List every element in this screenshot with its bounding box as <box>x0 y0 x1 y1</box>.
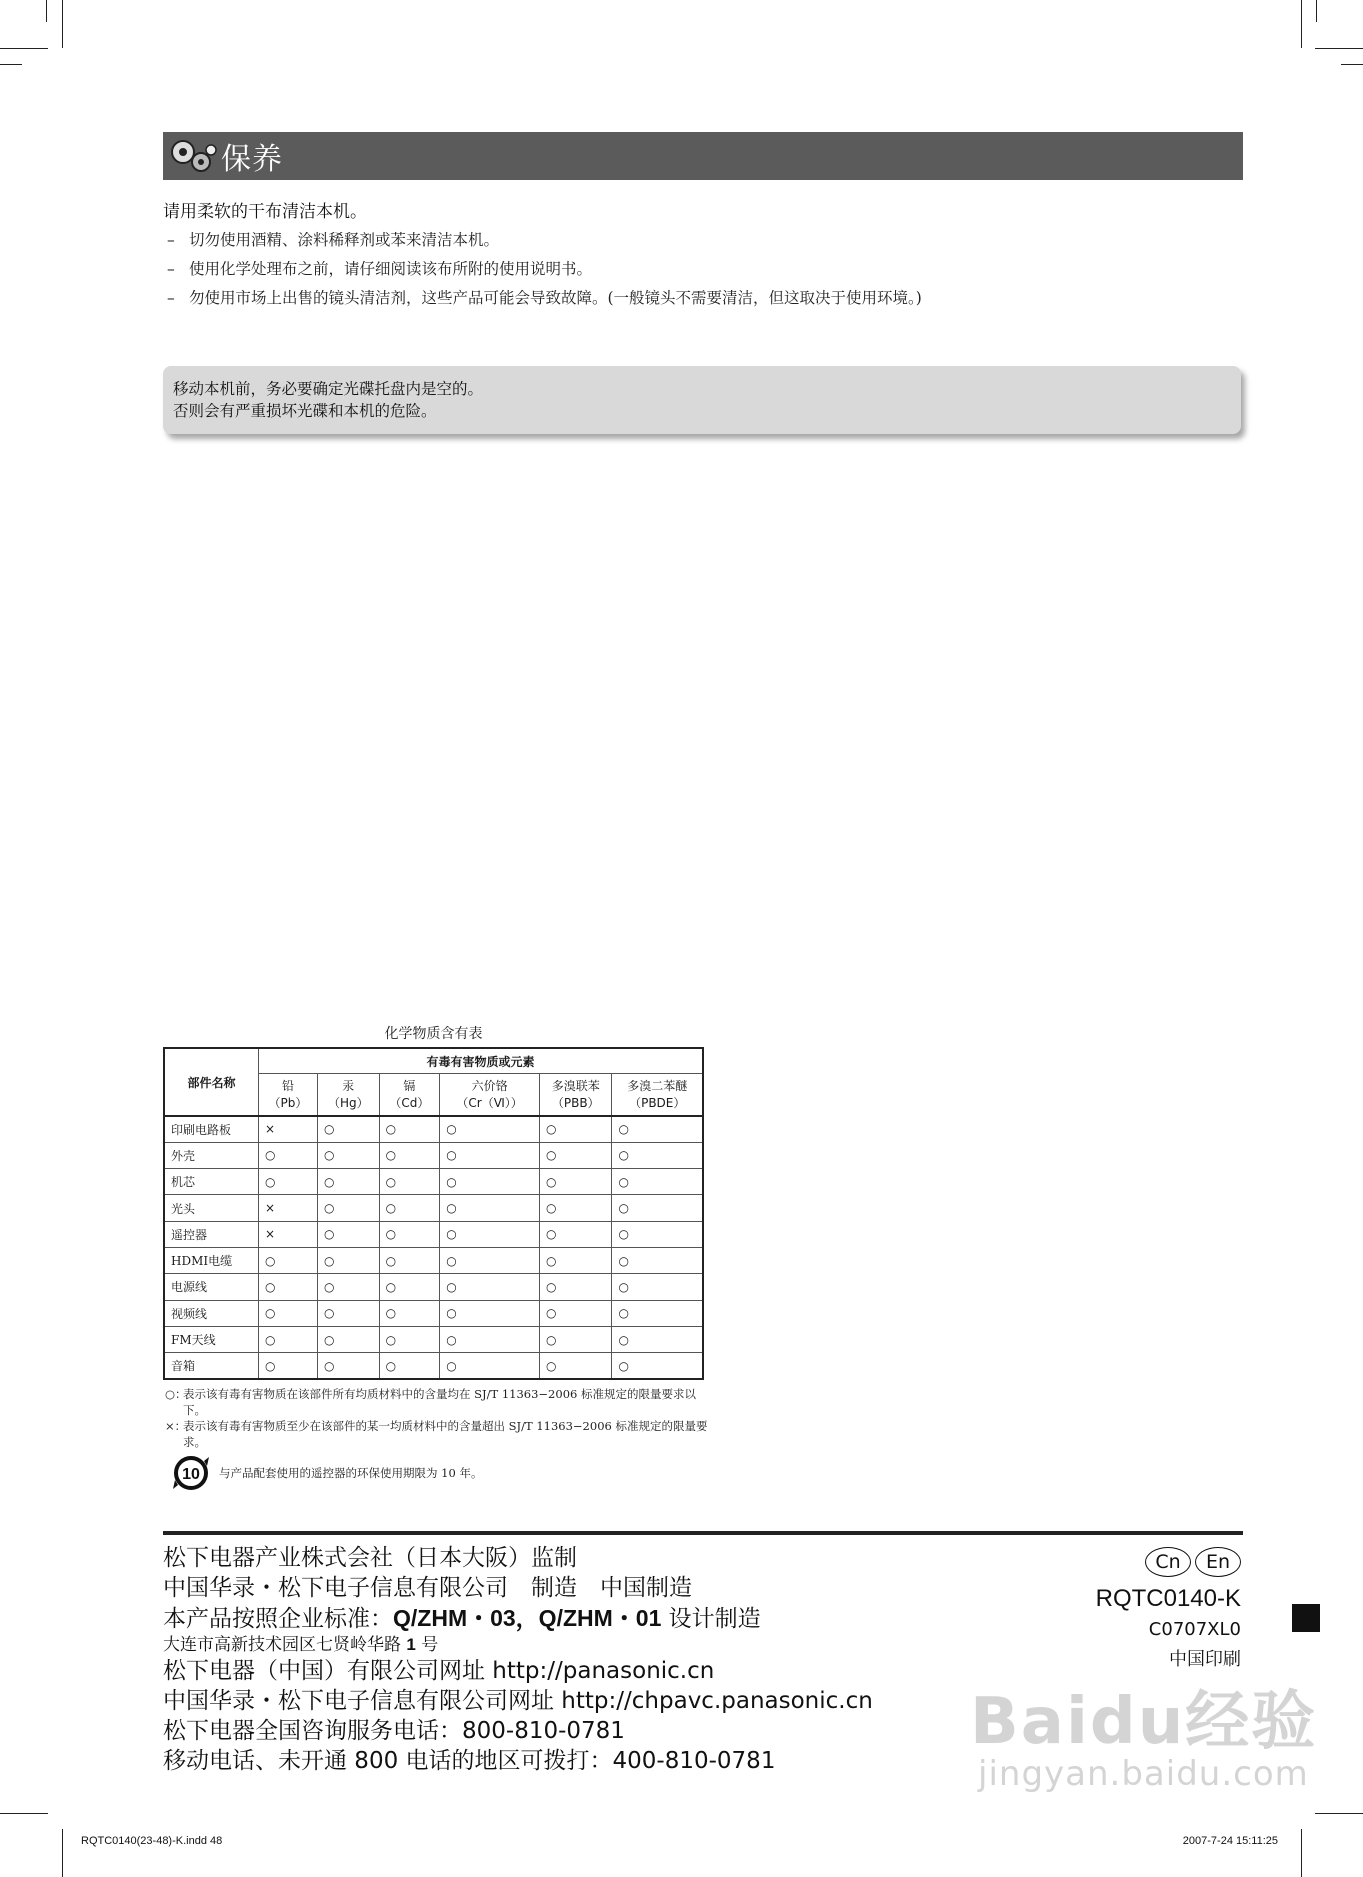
part-name: 印刷电路板 <box>164 1116 259 1142</box>
part-name: 音箱 <box>164 1353 259 1379</box>
printed-in: 中国印刷 <box>1169 1649 1241 1670</box>
part-name: HDMI电缆 <box>164 1247 259 1273</box>
list-item: – 勿使用市场上出售的镜头清洁剂，这些产品可能会导致故障。(一般镜头不需要清洁，但这取决于使用环境。) <box>167 289 922 307</box>
table-row <box>164 1221 703 1247</box>
column-header: 汞 （Hg） <box>317 1074 379 1116</box>
section-header <box>163 132 1243 180</box>
substance-mark: ○ <box>317 1169 379 1195</box>
substance-mark: ○ <box>539 1116 612 1142</box>
substance-mark: ○ <box>259 1274 318 1300</box>
substance-mark: ○ <box>539 1142 612 1168</box>
substance-mark: ○ <box>612 1274 703 1300</box>
substance-mark: ○ <box>259 1353 318 1379</box>
table-row <box>164 1353 703 1379</box>
table-title: 化学物质含有表 <box>384 1026 483 1042</box>
substance-mark: ○ <box>440 1142 540 1168</box>
substance-mark: ○ <box>259 1142 318 1168</box>
substance-mark: ○ <box>612 1353 703 1379</box>
substance-mark: ○ <box>259 1169 318 1195</box>
substance-mark: ○ <box>440 1353 540 1379</box>
substance-mark: ○ <box>612 1221 703 1247</box>
print-code: C0707XL0 <box>1148 1619 1241 1640</box>
table-row <box>164 1142 703 1168</box>
legend-item: ○： 表示该有毒有害物质在该部件所有均质材料中的含量均在 SJ/T 11363−2006 标准规定的限量要求以下。 <box>165 1387 696 1417</box>
table-row <box>164 1195 703 1221</box>
slug-timestamp: 2007-7-24 15:11:25 <box>1182 1835 1278 1847</box>
language-badges <box>1096 1547 1241 1577</box>
table-body <box>164 1116 703 1379</box>
substance-mark: ○ <box>440 1195 540 1221</box>
part-name: 电源线 <box>164 1274 259 1300</box>
substance-mark: × <box>259 1116 318 1142</box>
crop-mark <box>1301 0 1302 48</box>
footer-line: 移动电话、未开通 800 电话的地区可拨打：400-810-0781 <box>163 1748 776 1774</box>
substance-mark: ○ <box>379 1274 440 1300</box>
footer-line: 中国华录・松下电子信息有限公司 制造 中国制造 <box>163 1575 692 1601</box>
crop-mark <box>0 48 48 49</box>
table-row <box>164 1169 703 1195</box>
part-name: FM天线 <box>164 1326 259 1352</box>
substance-mark: ○ <box>317 1326 379 1352</box>
footer-line: 松下电器全国咨询服务电话：800-810-0781 <box>163 1718 625 1744</box>
substance-mark: ○ <box>317 1195 379 1221</box>
footer-info <box>163 1543 873 1776</box>
document-codes <box>1096 1547 1241 1675</box>
substance-mark: ○ <box>379 1195 440 1221</box>
substance-mark: ○ <box>379 1300 440 1326</box>
footer-line: 松下电器（中国）有限公司网址 http://panasonic.cn <box>163 1658 715 1684</box>
substance-mark: ○ <box>612 1116 703 1142</box>
column-header: 六价铬 （Cr（Ⅵ）） <box>440 1074 540 1116</box>
substance-mark: ○ <box>259 1300 318 1326</box>
table-row <box>164 1326 703 1352</box>
substance-mark: ○ <box>379 1142 440 1168</box>
watermark-brand: Baidu经验 <box>970 1685 1318 1759</box>
substance-mark: ○ <box>379 1221 440 1247</box>
language-badge: Cn <box>1145 1547 1191 1577</box>
part-name: 光头 <box>164 1195 259 1221</box>
crop-mark <box>62 1829 63 1877</box>
substance-mark: ○ <box>612 1142 703 1168</box>
footer-line: 中国华录・松下电子信息有限公司网址 http://chpavc.panasonic.cn <box>163 1688 873 1714</box>
footer-rule <box>163 1531 1243 1535</box>
substance-mark: ○ <box>317 1142 379 1168</box>
substance-mark: ○ <box>440 1247 540 1273</box>
column-header: 多溴联苯 （PBB） <box>539 1074 612 1116</box>
column-header: 铅 （Pb） <box>259 1074 318 1116</box>
substance-mark: ○ <box>259 1247 318 1273</box>
column-header: 镉 （Cd） <box>379 1074 440 1116</box>
substance-mark: ○ <box>440 1116 540 1142</box>
substance-mark: ○ <box>317 1274 379 1300</box>
substance-mark: ○ <box>612 1247 703 1273</box>
crop-mark <box>0 64 22 65</box>
substance-mark: ○ <box>539 1300 612 1326</box>
substance-table <box>163 1047 704 1380</box>
gears-icon <box>167 132 219 180</box>
table-row <box>164 1300 703 1326</box>
substance-mark: ○ <box>440 1326 540 1352</box>
crop-mark <box>1315 1813 1363 1814</box>
substance-mark: ○ <box>379 1353 440 1379</box>
substance-mark: ○ <box>612 1195 703 1221</box>
part-name: 机芯 <box>164 1169 259 1195</box>
substance-mark: ○ <box>612 1326 703 1352</box>
crop-mark <box>1341 64 1363 65</box>
intro-text: 请用柔软的干布清洁本机。 <box>163 202 367 222</box>
substance-mark: ○ <box>379 1247 440 1273</box>
watermark <box>970 1670 1317 1794</box>
footer-address: 大连市高新技术园区七贤岭华路 1 号 <box>163 1635 439 1655</box>
language-badge: En <box>1195 1547 1241 1577</box>
crop-mark <box>1316 0 1317 22</box>
substance-mark: ○ <box>539 1353 612 1379</box>
table-row <box>164 1247 703 1273</box>
substance-mark: ○ <box>317 1300 379 1326</box>
substance-mark: × <box>259 1221 318 1247</box>
part-name: 视频线 <box>164 1300 259 1326</box>
part-name: 遥控器 <box>164 1221 259 1247</box>
section-title: 保养 <box>221 142 283 177</box>
table-legend <box>163 1386 713 1450</box>
footer-line: 本产品按照企业标准：Q/ZHM・03，Q/ZHM・01 设计制造 <box>163 1605 761 1632</box>
substance-mark: ○ <box>317 1353 379 1379</box>
substance-mark: ○ <box>317 1247 379 1273</box>
model-code: RQTC0140-K <box>1095 1585 1241 1612</box>
notice-box <box>163 366 1241 434</box>
list-item: – 切勿使用酒精、涂料稀释剂或苯来清洁本机。 <box>167 231 500 249</box>
substance-mark: ○ <box>539 1274 612 1300</box>
substance-mark: ○ <box>612 1300 703 1326</box>
substance-mark: ○ <box>379 1326 440 1352</box>
legend-item: ×： 表示该有毒有害物质至少在该部件的某一均质材料中的含量超出 SJ/T 11363−2006 标准规定的限量要求。 <box>165 1419 708 1449</box>
substance-mark: ○ <box>440 1169 540 1195</box>
eco-period-icon <box>171 1453 211 1493</box>
table-row <box>164 1274 703 1300</box>
crop-mark <box>0 1813 48 1814</box>
substance-mark: ○ <box>612 1169 703 1195</box>
substance-mark: ○ <box>539 1169 612 1195</box>
footer-line: 松下电器产业株式会社（日本大阪）监制 <box>163 1545 577 1571</box>
part-header: 部件名称 <box>164 1048 259 1116</box>
list-item: – 使用化学处理布之前，请仔细阅读该布所附的使用说明书。 <box>167 260 593 278</box>
section-tab-marker <box>1292 1604 1320 1632</box>
notice-line: 否则会有严重损坏光碟和本机的危险。 <box>173 402 437 420</box>
substance-mark: ○ <box>440 1300 540 1326</box>
substance-mark: ○ <box>440 1221 540 1247</box>
notice-line: 移动本机前，务必要确定光碟托盘内是空的。 <box>173 380 484 398</box>
substance-mark: ○ <box>539 1247 612 1273</box>
slug-file: RQTC0140(23-48)-K.indd 48 <box>81 1835 223 1847</box>
substance-mark: ○ <box>379 1116 440 1142</box>
substance-mark: ○ <box>440 1274 540 1300</box>
substance-mark: ○ <box>317 1116 379 1142</box>
crop-mark <box>1315 48 1363 49</box>
substance-mark: ○ <box>259 1326 318 1352</box>
care-list <box>163 226 922 313</box>
group-header: 有毒有害物质或元素 <box>259 1048 704 1074</box>
crop-mark <box>1301 1829 1302 1877</box>
part-name: 外壳 <box>164 1142 259 1168</box>
eco-period-note <box>171 1453 482 1493</box>
substance-mark: ○ <box>317 1221 379 1247</box>
crop-mark <box>46 0 47 22</box>
crop-mark <box>62 0 63 48</box>
watermark-url: jingyan.baidu.com <box>978 1754 1309 1794</box>
substance-mark: ○ <box>539 1195 612 1221</box>
substance-mark: ○ <box>539 1326 612 1352</box>
substance-mark: × <box>259 1195 318 1221</box>
substance-mark: ○ <box>379 1169 440 1195</box>
eco-period-text: 与产品配套使用的遥控器的环保使用期限为 10 年。 <box>219 1466 483 1480</box>
eco-period-number: 10 <box>182 1466 200 1483</box>
substance-mark: ○ <box>539 1221 612 1247</box>
column-header: 多溴二苯醚 （PBDE） <box>612 1074 703 1116</box>
table-row <box>164 1116 703 1142</box>
